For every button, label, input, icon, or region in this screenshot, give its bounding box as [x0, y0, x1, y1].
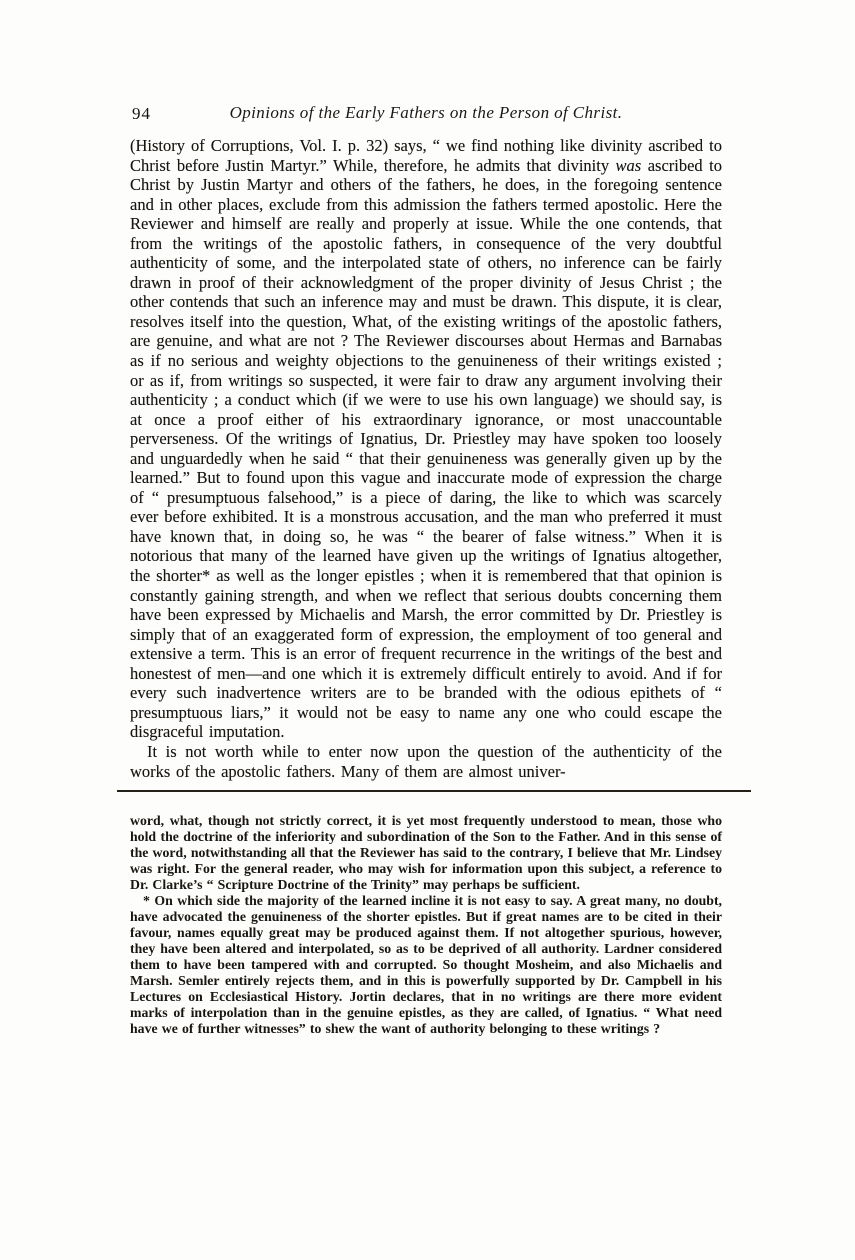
body-paragraph: It is not worth while to enter now upon the question of the authenticity of the works of the apostolic fathers. Many of them are almost univer-: [130, 741, 722, 781]
running-head: [130, 103, 722, 127]
page-body: [130, 136, 722, 781]
text-column: [130, 103, 722, 1037]
running-title: Opinions of the Early Fathers on the Person of Christ.: [229, 103, 623, 122]
page-number: 94: [132, 104, 151, 123]
body-paragraph: (History of Corruptions, Vol. I. p. 32) says, “ we find nothing like divinity ascribed to Christ before Justin Martyr.” While, therefore, he admits that divinity was ascribed to Christ by Justin Martyr and others of the fathers, he does, in the foregoing sentence and in other places, exclude from this admission the fathers termed apostolic. Here the Reviewer and himself are really and properly at issue. While the one contends, that from the writings of the apostolic fathers, in consequence of the very doubtful authenticity of some, and the interpolated state of others, no inference can be fairly drawn in proof of their acknowledgment of the proper divinity of Jesus Christ ; the other contends that such an inference may and must be drawn. This dispute, it is clear, resolves itself into the question, What, of the existing writings of the apostolic fathers, are genuine, and what are not ? The Reviewer discourses about Hermas and Barnabas as if no serious and weighty objections to the genuineness of their writings existed ; or as if, from writings so suspected, it were fair to draw any argument involving their authenticity ; a conduct which (if we were to use his own language) we should say, is at once a proof either of his extraordinary ignorance, or most unaccountable perverseness. Of the writings of Ignatius, Dr. Priestley may have spoken too loosely and unguardedly when he said “ that their genuineness was generally given up by the learned.” But to found upon this vague and inaccurate mode of expression the charge of “ presumptuous falsehood,” is a piece of daring, the like to which was scarcely ever before exhibited. It is a monstrous accusation, and the man who preferred it must have known that, in doing so, he was “ the bearer of false witness.” When it is notorious that many of the learned have given up the writings of Ignatius altogether, the shorter* as well as the longer epistles ; when it is remembered that that opinion is constantly gaining strength, and when we reflect that serious doubts concerning them have been expressed by Michaelis and Marsh, the error committed by Dr. Priestley is simply that of an exaggerated form of expression, the employment of too general and extensive a term. This is an error of frequent recurrence in the writings of the best and honestest of men—and one which it is extremely difficult entirely to avoid. And if for every such inadvertence writers are to be branded with the odious epithets of “ presumptuous liars,” it would not be easy to name any one who could escape the disgraceful imputation.: [130, 136, 722, 742]
footnote-asterisk: * On which side the majority of the learned incline it is not easy to say. A great many, no doubt, have advocated the genuineness of the shorter epistles. But if great names are to be cited in their favour, names equally great may be produced against them. If not altogether spurious, however, they have been altered and interpolated, so as to be deprived of all authority. Lardner considered them to have been tampered with and corrupted. So thought Mosheim, and also Michaelis and Marsh. Semler entirely rejects them, and in this is powerfully supported by Dr. Campbell in his Lectures on Ecclesiastical History. Jortin declares, that in no writings are there more evident marks of interpolation than in the genuine epistles, as they are called, of Ignatius. “ What need have we of further witnesses” to shew the want of authority belonging to these writings ?: [130, 893, 722, 1037]
footnote-divider: [117, 790, 751, 792]
footnotes-section: [130, 813, 722, 1037]
footnote-continuation: word, what, though not strictly correct, it is yet most frequently understood to mean, those who hold the doctrine of the inferiority and subordination of the Son to the Father. And in this sense of the word, notwithstanding all that the Reviewer has said to the contrary, I believe that Mr. Lindsey was right. For the general reader, who may wish for information upon this subject, a reference to Dr. Clarke’s “ Scripture Doctrine of the Trinity” may perhaps be sufficient.: [130, 813, 722, 893]
